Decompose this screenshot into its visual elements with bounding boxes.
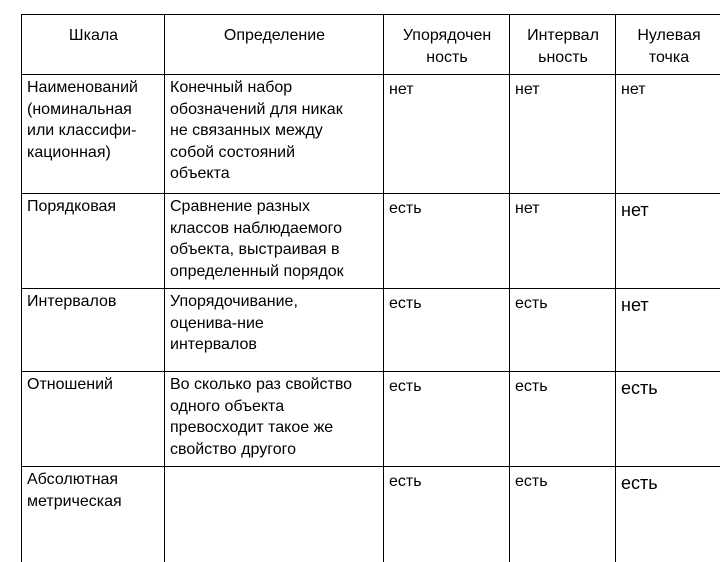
cell-zero-point: нет bbox=[616, 75, 720, 194]
cell-zero-point: нет bbox=[616, 289, 720, 372]
table-row bbox=[22, 289, 720, 372]
table-row bbox=[22, 75, 720, 194]
header-scale: Шкала bbox=[22, 15, 165, 75]
cell-interval: есть bbox=[510, 372, 616, 467]
cell-scale: Порядковая bbox=[22, 194, 165, 289]
scales-table bbox=[21, 14, 720, 562]
cell-ordering: нет bbox=[384, 75, 510, 194]
cell-interval: есть bbox=[510, 289, 616, 372]
cell-ordering: есть bbox=[384, 194, 510, 289]
cell-definition: Во сколько раз свойство одного объекта превосходит такое же свойство другого bbox=[165, 372, 384, 467]
cell-interval: нет bbox=[510, 75, 616, 194]
cell-zero-point: нет bbox=[616, 194, 720, 289]
cell-scale: Отношений bbox=[22, 372, 165, 467]
header-definition: Определение bbox=[165, 15, 384, 75]
cell-definition: Упорядочивание, оценива-ние интервалов bbox=[165, 289, 384, 372]
cell-scale: Интервалов bbox=[22, 289, 165, 372]
cell-ordering: есть bbox=[384, 372, 510, 467]
cell-definition: Конечный набор обозначений для никак не связанных между собой состояний объекта bbox=[165, 75, 384, 194]
cell-ordering: есть bbox=[384, 467, 510, 562]
table-row bbox=[22, 467, 720, 562]
cell-definition: Сравнение разных классов наблюдаемого объекта, выстраивая в определенный порядок bbox=[165, 194, 384, 289]
table-row bbox=[22, 372, 720, 467]
cell-interval: нет bbox=[510, 194, 616, 289]
table-row bbox=[22, 194, 720, 289]
cell-zero-point: есть bbox=[616, 467, 720, 562]
header-ordering: Упорядочен ность bbox=[384, 15, 510, 75]
cell-definition bbox=[165, 467, 384, 562]
cell-interval: есть bbox=[510, 467, 616, 562]
cell-zero-point: есть bbox=[616, 372, 720, 467]
cell-scale: Наименований (номинальная или классифи- кационная) bbox=[22, 75, 165, 194]
header-row bbox=[22, 15, 720, 75]
header-zero-point: Нулевая точка bbox=[616, 15, 720, 75]
header-interval: Интервал ьность bbox=[510, 15, 616, 75]
cell-ordering: есть bbox=[384, 289, 510, 372]
cell-scale: Абсолютная метрическая bbox=[22, 467, 165, 562]
